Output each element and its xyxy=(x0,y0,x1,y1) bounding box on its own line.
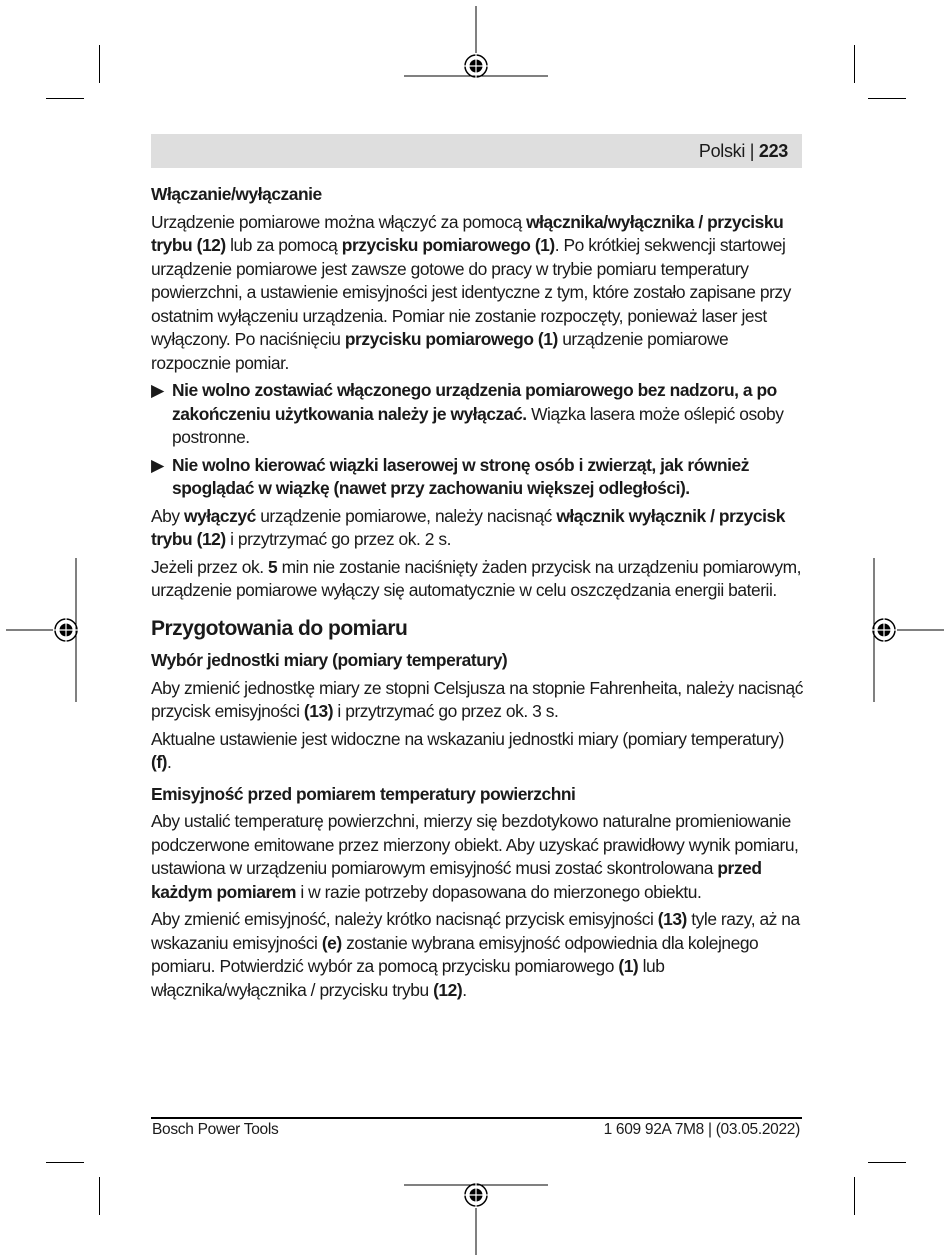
text-run: Wiązka lasera może oślepić osoby postronne. xyxy=(172,403,784,447)
bullet-triangle-icon: ▶ xyxy=(151,454,164,475)
text-run: Aby ustalić temperaturę powierzchni, mierzy się bezdotykowo naturalne promieniowanie podczerwone emitowane przez mierzony obiekt. Aby uzyskać prawidłowy wynik pomiaru, ustawiona w urządzeniu pomiarowym emisyjność musi zostać skontrolowana xyxy=(151,811,799,878)
text-run: min nie zostanie naciśnięty żaden przycisk na urządzeniu pomiarowym, urządzenie pomiarowe wyłączy się automatycznie w celu oszczędzania energii baterii. xyxy=(151,556,802,600)
text-run: Aby zmienić jednostkę miary ze stopni Celsjusza na stopnie Fahrenheita, należy nacisnąć przycisk emisyjności xyxy=(151,677,804,721)
bold-text-run: przed każdym pomiarem xyxy=(151,858,762,902)
header-text xyxy=(699,141,788,162)
crop-mark xyxy=(868,1162,906,1163)
bold-text-run: włącznika/wyłącznika / przycisku trybu (12) xyxy=(151,211,784,255)
text-run: Aktualne ustawienie jest widoczne na wskazaniu jednostki miary (pomiary temperatury) xyxy=(151,728,785,749)
crop-mark xyxy=(99,1177,100,1215)
text-run: i w razie potrzeby dopasowana do mierzonego obiektu. xyxy=(296,881,702,902)
bold-text-run: Nie wolno kierować wiązki laserowej w stronę osób i zwierząt, jak również spoglądać w wiązkę (nawet przy zachowaniu większej odległości). xyxy=(172,454,749,498)
crop-mark xyxy=(46,1162,84,1163)
bold-text-run: (13) xyxy=(657,909,687,929)
registration-mark-bottom xyxy=(404,1183,548,1255)
header-language: Polski xyxy=(698,141,746,161)
bold-text-run: (1) xyxy=(618,956,639,976)
footer-rule xyxy=(151,1117,802,1119)
paragraph xyxy=(151,505,806,552)
bold-text-run: 5 xyxy=(268,556,278,577)
crop-mark xyxy=(854,45,855,83)
text-run: Aby zmienić emisyjność, należy krótko nacisnąć przycisk emisyjności xyxy=(151,909,658,929)
bold-text-run: Nie wolno zostawiać włączonego urządzenia pomiarowego bez nadzoru, a po zakończeniu użytkowania należy je wyłączać. xyxy=(172,380,777,424)
bullet-text xyxy=(172,380,783,447)
paragraph xyxy=(151,810,806,904)
text-run: lub włącznika/wyłącznika / przycisku trybu xyxy=(151,956,665,1000)
text-run: Urządzenie pomiarowe można włączyć za pomocą xyxy=(151,211,527,232)
page-number: 223 xyxy=(758,141,788,161)
crop-mark xyxy=(868,98,906,99)
paragraph xyxy=(151,728,806,775)
text-run: Jeżeli przez ok. xyxy=(151,556,269,577)
crop-mark xyxy=(99,45,100,83)
crop-mark xyxy=(854,1177,855,1215)
bold-text-run: przycisku pomiarowego (1) xyxy=(344,329,558,349)
bold-text-run: (12) xyxy=(433,979,463,1000)
paragraph xyxy=(151,211,806,376)
bullet-triangle-icon: ▶ xyxy=(151,380,164,400)
text-run: . xyxy=(167,752,172,772)
bold-text-run: (f) xyxy=(151,752,168,772)
paragraph xyxy=(151,908,806,1002)
text-run: . xyxy=(462,979,467,1000)
bold-text-run: (e) xyxy=(321,932,342,953)
section-heading-prep: Przygotowania do pomiaru xyxy=(151,616,408,640)
text-run: zostanie wybrana emisyjność odpowiednia dla kolejnego pomiaru. Potwierdzić wybór za pomocą przycisku pomiarowego xyxy=(151,932,759,976)
bold-text-run: włącznik wyłącznik / przycisk trybu (12) xyxy=(151,505,785,549)
warning-bullet xyxy=(151,379,806,450)
page-header xyxy=(151,134,802,168)
bold-text-run: wyłączyć xyxy=(184,505,256,526)
bullet-text xyxy=(172,455,749,499)
text-run: urządzenie pomiarowe, należy nacisnąć xyxy=(255,505,557,526)
warning-bullet xyxy=(151,454,806,501)
footer-publisher: Bosch Power Tools xyxy=(152,1121,279,1138)
text-run: i przytrzymać go przez ok. 2 s. xyxy=(225,529,452,549)
text-run: urządzenie pomiarowe rozpocznie pomiar. xyxy=(151,329,729,373)
bold-text-run: (13) xyxy=(303,701,334,721)
section-heading-onoff: Włączanie/wyłączanie xyxy=(151,184,322,204)
header-separator: | xyxy=(745,141,759,161)
text-run: Aby xyxy=(151,505,184,526)
registration-mark-right xyxy=(872,558,944,702)
registration-mark-left xyxy=(6,558,78,702)
text-run: lub za pomocą xyxy=(225,235,342,255)
paragraph xyxy=(151,677,806,724)
paragraph xyxy=(151,556,806,603)
page-content xyxy=(151,180,806,1006)
crop-mark xyxy=(46,98,84,99)
text-run: i przytrzymać go przez ok. 3 s. xyxy=(333,701,559,721)
subsection-heading-units: Wybór jednostki miary (pomiary temperatury) xyxy=(151,650,508,670)
bold-text-run: przycisku pomiarowego (1) xyxy=(341,235,555,255)
text-run: . Po krótkiej sekwencji startowej urządzenie pomiarowe jest zawsze gotowe do pracy w trybie pomiaru temperatury powierzchni, a ustawienie emisyjności jest identyczne z tym, które zostało zapisane przy ostatnim wyłączeniu urządzenia. Pomiar nie zostanie rozpoczęty, ponieważ laser jest wyłączony. Po naciśnięciu xyxy=(151,235,791,349)
registration-mark-top xyxy=(404,6,548,78)
subsection-heading-emissivity: Emisyjność przed pomiarem temperatury powierzchni xyxy=(151,783,576,804)
footer-doc-id: 1 609 92A 7M8 | (03.05.2022) xyxy=(603,1121,800,1138)
text-run: tyle razy, aż na wskazaniu emisyjności xyxy=(151,909,800,953)
